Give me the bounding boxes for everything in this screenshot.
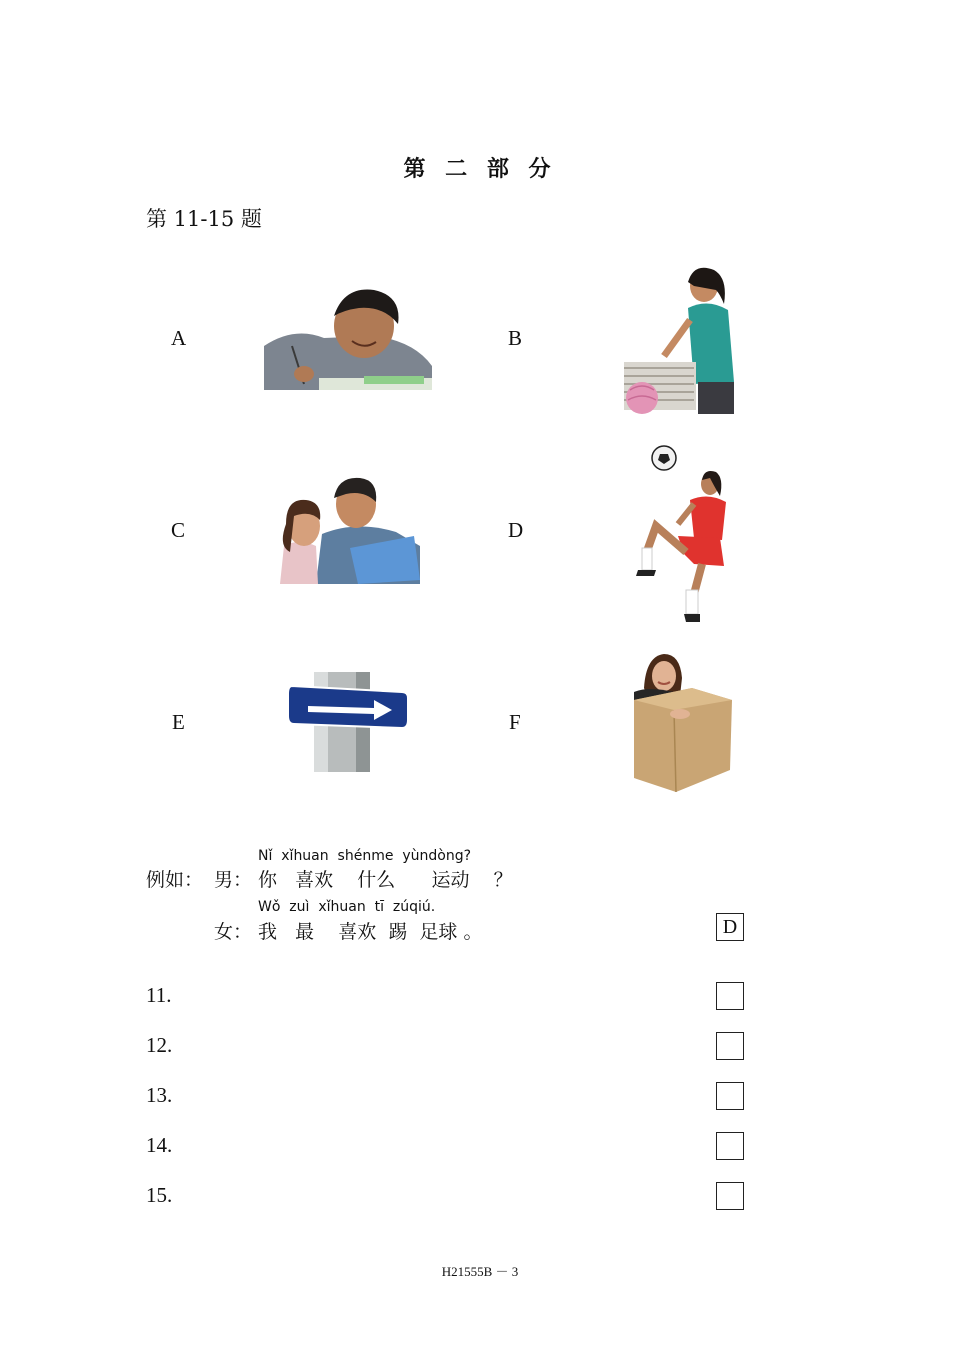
example-woman-pinyin: Wǒ zuì xǐhuan tī zúqiú. [258, 899, 436, 915]
option-letter-f: F [509, 710, 521, 734]
arrow-sign-on-pole-photo [286, 672, 410, 772]
example-woman-label: 女： [214, 921, 253, 943]
question-14-number: 14. [146, 1133, 173, 1157]
option-letter-d: D [508, 518, 524, 542]
instructions: 第 11-15 题 [146, 207, 262, 231]
question-13-answer-box[interactable] [716, 1082, 744, 1110]
question-14-answer-box[interactable] [716, 1132, 744, 1160]
question-11-answer-box[interactable] [716, 982, 744, 1010]
example-man-chinese: 你 喜欢 什么 运动 ？ [258, 869, 513, 891]
question-12-number: 12. [146, 1033, 173, 1057]
page-footer: H21555B － 3 [441, 1264, 519, 1279]
example-man-label: 男： [214, 869, 253, 891]
question-15-number: 15. [146, 1183, 173, 1207]
section-title: 第 二 部 分 [403, 156, 557, 182]
example-man-pinyin: Nǐ xǐhuan shénme yùndòng? [258, 848, 472, 864]
boy-writing-photo [264, 286, 432, 390]
woman-carrying-box-photo [634, 652, 732, 792]
woman-folding-newspapers-photo [624, 264, 736, 414]
option-letter-e: E [172, 710, 185, 734]
example-answer-box: D [716, 913, 744, 941]
example-woman-chinese: 我 最 喜欢 踢 足球 。 [258, 921, 483, 943]
example-label: 例如： [146, 869, 204, 891]
option-letter-a: A [171, 326, 187, 350]
question-12-answer-box[interactable] [716, 1032, 744, 1060]
option-letter-b: B [508, 326, 523, 350]
option-letter-c: C [171, 518, 186, 542]
question-15-answer-box[interactable] [716, 1182, 744, 1210]
father-daughter-reading-photo [276, 476, 420, 584]
girl-playing-soccer-photo [634, 444, 730, 624]
question-13-number: 13. [146, 1083, 173, 1107]
question-11-number: 11. [146, 983, 172, 1007]
